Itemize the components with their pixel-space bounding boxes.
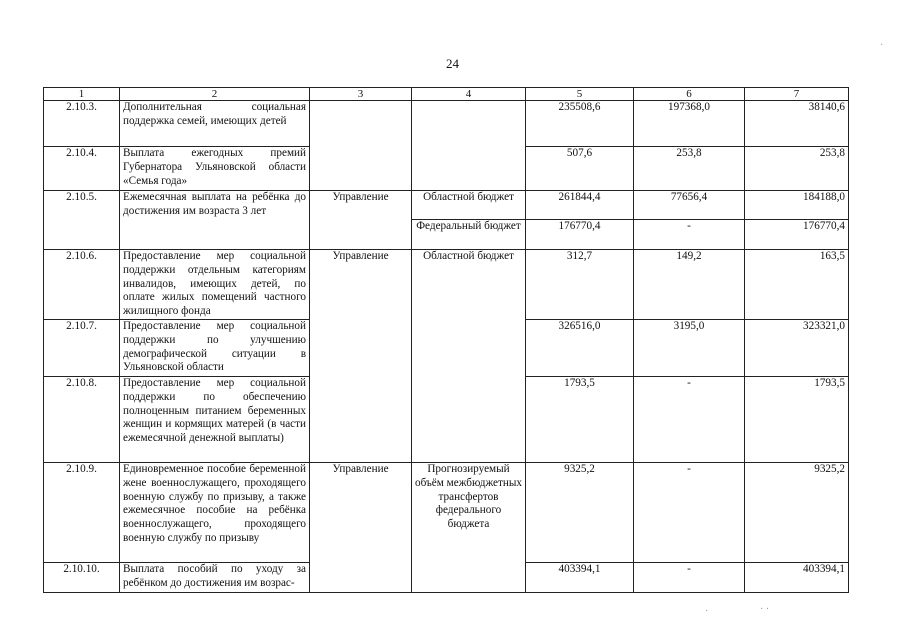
row-code: 2.10.9. (44, 463, 120, 563)
row-name: Предоставление мер социальной поддержки по обеспечению полноценным питанием беременных женщин и кормящих матерей (в части ежемесячной денежной выплаты) (120, 377, 310, 463)
table-row (44, 191, 849, 220)
row-code: 2.10.6. (44, 250, 120, 320)
row-source: Прогнозируемый объём межбюджетных трансфертов федерального бюджета (412, 463, 526, 593)
row-code: 2.10.5. (44, 191, 120, 250)
row-col6: 77656,4 (634, 191, 745, 220)
row-name: Выплата пособий по уходу за ребёнком до достижения им возрас- (120, 563, 310, 593)
scan-speck: · (880, 40, 884, 51)
column-header: 3 (310, 88, 412, 101)
column-header: 4 (412, 88, 526, 101)
row-col7: 323321,0 (745, 320, 849, 377)
row-col5: 1793,5 (526, 377, 634, 463)
row-source: Областной бюджет (412, 191, 526, 220)
row-col7: 9325,2 (745, 463, 849, 563)
row-col5: 9325,2 (526, 463, 634, 563)
row-col5: 235508,6 (526, 101, 634, 147)
row-col5: 261844,4 (526, 191, 634, 220)
row-col6: - (634, 377, 745, 463)
column-header: 6 (634, 88, 745, 101)
row-col7: 184188,0 (745, 191, 849, 220)
row-col7: 403394,1 (745, 563, 849, 593)
row-source: Областной бюджет (412, 250, 526, 463)
row-source (412, 101, 526, 191)
row-code: 2.10.7. (44, 320, 120, 377)
row-col6: - (634, 463, 745, 563)
row-col5: 326516,0 (526, 320, 634, 377)
table-row (44, 463, 849, 563)
table-row (44, 101, 849, 147)
row-code: 2.10.4. (44, 147, 120, 191)
row-executor: Управление (310, 191, 412, 250)
row-executor: Управление (310, 463, 412, 593)
row-col6: 253,8 (634, 147, 745, 191)
table-row (44, 250, 849, 320)
row-col7: 176770,4 (745, 220, 849, 250)
row-name: Предоставление мер социальной поддержки отдельным категориям инвалидов, имеющих детей, по оплате жилых помещений частного жилищного фонда (120, 250, 310, 320)
scan-speck: · · (760, 604, 770, 615)
row-name: Единовременное пособие беременной жене военнослужащего, проходящего военную службу по призыву, а также ежемесячное пособие на ребёнка военнослужащего, проходящего военную службу по призыву (120, 463, 310, 563)
row-code: 2.10.10. (44, 563, 120, 593)
column-header: 2 (120, 88, 310, 101)
scan-speck: · (705, 606, 709, 617)
row-col6: - (634, 563, 745, 593)
column-header: 7 (745, 88, 849, 101)
budget-table (43, 87, 849, 593)
row-code: 2.10.8. (44, 377, 120, 463)
row-col5: 403394,1 (526, 563, 634, 593)
row-executor: Управление (310, 250, 412, 463)
row-col6: - (634, 220, 745, 250)
row-col7: 1793,5 (745, 377, 849, 463)
row-name: Ежемесячная выплата на ребёнка до достижения им возраста 3 лет (120, 191, 310, 250)
row-col5: 176770,4 (526, 220, 634, 250)
column-header: 1 (44, 88, 120, 101)
row-col6: 197368,0 (634, 101, 745, 147)
column-number-row (44, 88, 849, 101)
row-col7: 253,8 (745, 147, 849, 191)
row-source: Федеральный бюджет (412, 220, 526, 250)
column-header: 5 (526, 88, 634, 101)
row-col7: 163,5 (745, 250, 849, 320)
row-col5: 312,7 (526, 250, 634, 320)
row-col5: 507,6 (526, 147, 634, 191)
row-code: 2.10.3. (44, 101, 120, 147)
row-col6: 3195,0 (634, 320, 745, 377)
row-name: Дополнительная социальная поддержка семей, имеющих детей (120, 101, 310, 147)
row-col7: 38140,6 (745, 101, 849, 147)
row-name: Выплата ежегодных премий Губернатора Ульяновской области «Семья года» (120, 147, 310, 191)
row-col6: 149,2 (634, 250, 745, 320)
page-number: 24 (446, 56, 459, 71)
row-executor (310, 101, 412, 191)
row-name: Предоставление мер социальной поддержки по улучшению демографической ситуации в Ульяновской области (120, 320, 310, 377)
